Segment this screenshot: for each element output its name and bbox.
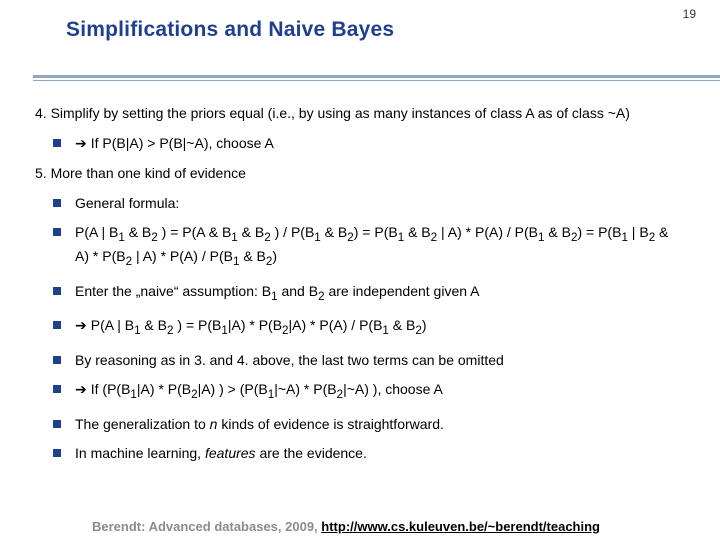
naive-assumption-text: Enter the „naive“ assumption: $B_1$ and $B_2$ are independent given A xyxy=(75,282,480,303)
list-item xyxy=(35,415,685,433)
footer-link[interactable]: http://www.cs.kuleuven.be/~berendt/teaching xyxy=(321,519,600,534)
item-4-bullets xyxy=(35,134,685,152)
square-bullet-icon xyxy=(53,199,61,207)
square-bullet-icon xyxy=(53,356,61,364)
slide-content xyxy=(35,104,685,462)
bayes-formula: P(A | $B_1$ & $B_2$ ) = P(A & $B_1$ & $B_2$ ) / $P(B_1$ & $B_2) = P(B_1$ & $B_2$ | $A) * P(A) / P(B_1$ & $B_2) = P(B_1$ | $B_2$ & $A) * P(B_2$ | $A) * P(A) / P(B_1$ & $B_2$) xyxy=(75,224,669,268)
list-item xyxy=(35,351,685,369)
square-bullet-icon xyxy=(53,385,61,393)
list-item xyxy=(35,444,685,462)
item-4-text: 4. Simplify by setting the priors equal (i.e., by using as many instances of class A as of class ~A) xyxy=(35,105,630,121)
list-item xyxy=(35,380,685,404)
square-bullet-icon xyxy=(53,449,61,457)
reasoning-text: By reasoning as in 3. and 4. above, the last two terms can be omitted xyxy=(75,352,504,369)
square-bullet-icon xyxy=(53,139,61,147)
if-choose-text: If P(B|A) > P(B|~A), choose A xyxy=(90,135,274,151)
list-item xyxy=(35,134,685,152)
generalization-text: The generalization to n kinds of evidence is straightforward. xyxy=(75,415,444,432)
square-bullet-icon xyxy=(53,287,61,295)
list-item xyxy=(35,194,685,212)
machine-learning-text: In machine learning, features are the evidence. xyxy=(75,444,367,461)
arrow-right-icon: ➔ xyxy=(75,381,87,398)
decision-rule-text: If ($P(B_1|A) * P(B_2|A)$ ) > ($P(B_1|\sim A)$ * $P(B_2|\sim A)$ ), choose A xyxy=(90,381,443,401)
square-bullet-icon xyxy=(53,228,61,236)
item-5-text: 5. More than one kind of evidence xyxy=(35,165,246,181)
square-bullet-icon xyxy=(53,420,61,428)
header-rule-thin xyxy=(33,80,720,81)
footer-text: Berendt: Advanced databases, 2009, xyxy=(92,519,322,534)
list-item xyxy=(35,316,685,340)
naive-result-formula: P(A | $B_1$ & $B_2$ ) = $P(B_1|A) * P(B_2|A) * P(A) / P(B_1$ & $B_2$) xyxy=(90,317,427,338)
list-item xyxy=(35,282,685,306)
slide-title: Simplifications and Naive Bayes xyxy=(66,18,395,41)
list-item xyxy=(35,223,685,271)
footer xyxy=(92,519,600,534)
general-formula-label: General formula: xyxy=(75,195,180,211)
square-bullet-icon xyxy=(53,321,61,329)
header-rule-thick xyxy=(33,75,720,78)
item-5-bullets xyxy=(35,194,685,462)
arrow-right-icon: ➔ xyxy=(75,317,87,334)
page-number: 19 xyxy=(682,7,696,21)
arrow-right-icon: ➔ xyxy=(75,135,87,151)
